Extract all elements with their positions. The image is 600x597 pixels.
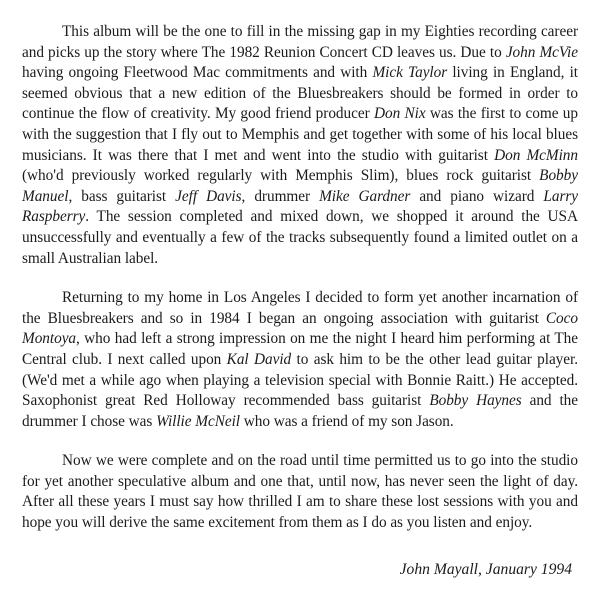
text-run: This album will be the one to fill in the missing gap in my Eighties recording career and picks up the story where The 1982 Reunion Concert CD leaves us. Due to: [22, 23, 578, 61]
text-run: having ongoing Fleetwood Mac commitments and with: [22, 64, 373, 82]
name-emphasis: Kal David: [226, 350, 292, 368]
paragraph-1: [22, 22, 578, 269]
paragraph-2: [22, 288, 578, 432]
text-run: . The session completed and mixed down, we shopped it around the USA unsuccessfully and eventually a few of the tracks subsequently found a limited outlet on a small Australian label.: [22, 208, 578, 267]
name-emphasis: Willie McNeil: [156, 412, 240, 430]
text-run: Now we were complete and on the road until time permitted us to go into the studio for yet another speculative album and one that, until now, has never seen the light of day. After all these years I must say how thrilled I am to share these lost sessions with you and hope you will derive the same excitement from them as I do as you listen and enjoy.: [22, 452, 578, 532]
name-emphasis: Bobby Manuel: [22, 167, 578, 205]
name-emphasis: Coco Montoya: [22, 309, 578, 348]
name-emphasis: Don Nix: [373, 105, 426, 123]
text-run: and piano wizard: [410, 187, 544, 205]
name-emphasis: Jeff Davis: [175, 187, 242, 205]
text-run: , drummer: [241, 187, 320, 205]
text-run: living in England, it seemed obvious that a new edition of the Bluesbreakers should be formed in order to continue the flow of creativity. My good friend producer: [22, 64, 578, 123]
name-emphasis: Don McMinn: [494, 146, 578, 164]
text-run: Returning to my home in Los Angeles I decided to form yet another incarnation of the Bluesbreakers and so in 1984 I began an ongoing association with guitarist: [22, 289, 578, 327]
name-emphasis: John McVie: [505, 43, 579, 61]
text-run: who was a friend of my son Jason.: [239, 412, 454, 430]
paragraph-3: [22, 451, 578, 533]
signature: John Mayall, January 1994: [399, 561, 572, 578]
text-run: and the drummer I chose was: [22, 392, 579, 430]
name-emphasis: Bobby Haynes: [429, 392, 522, 410]
text-run: was the first to come up with the suggestion that I fly out to Memphis and get together with some of his local blues musicians. It was there that I met and went into the studio with guitarist: [22, 105, 579, 164]
text-run: to ask him to be the other lead guitar player. (We'd met a while ago when playing a television special with Bonnie Raitt.) He accepted. Saxophonist great Red Holloway recommended bass guitarist: [22, 350, 578, 410]
text-run: , bass guitarist: [68, 187, 176, 205]
name-emphasis: Larry Raspberry: [22, 187, 579, 226]
name-emphasis: Mike Gardner: [319, 187, 411, 205]
name-emphasis: Mick Taylor: [372, 64, 448, 82]
text-run: (who'd previously worked regularly with Memphis Slim), blues rock guitarist: [22, 167, 540, 185]
text-run: , who had left a strong impression on me the night I heard him performing at The Central club. I next called upon: [22, 330, 578, 368]
